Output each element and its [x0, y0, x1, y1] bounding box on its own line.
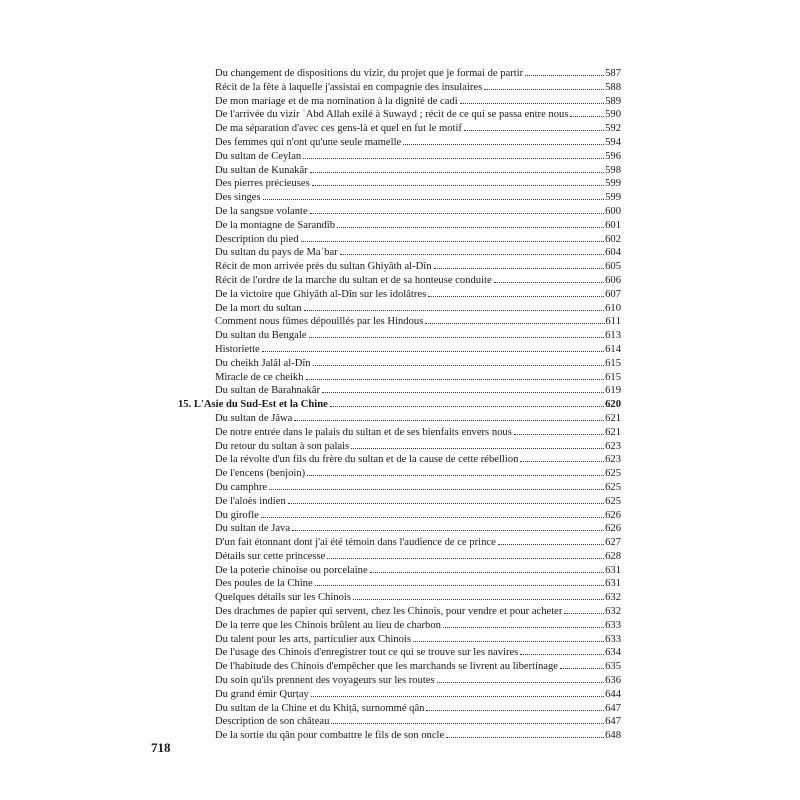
- toc-entry-title: De la victoire que Ghiyâth al-Dîn sur les idolâtres: [215, 288, 427, 300]
- toc-entry: [178, 343, 621, 357]
- toc-entry-title: De la poterie chinoise ou porcelaine: [215, 564, 368, 576]
- toc-entry-title: Récit de l'ordre de la marche du sultan et de sa honteuse conduite: [215, 274, 492, 286]
- toc-entry: [178, 122, 621, 136]
- toc-entry-page: 625: [605, 481, 621, 493]
- dot-leader: [498, 544, 604, 545]
- dot-leader: [428, 296, 604, 297]
- dot-leader: [301, 241, 605, 242]
- dot-leader: [514, 434, 604, 435]
- toc-entry-title: Du talent pour les arts, particulier aux Chinois: [215, 633, 411, 645]
- toc-entry: [178, 136, 621, 150]
- toc-entry-page: 605: [605, 261, 621, 273]
- toc-entry-page: 621: [605, 426, 621, 438]
- toc-entry: [178, 357, 621, 371]
- toc-entry-title: Du retour du sultan à son palais: [215, 440, 350, 452]
- dot-leader: [261, 517, 604, 518]
- toc-entry: [178, 384, 621, 398]
- toc-entry-page: 598: [605, 164, 621, 176]
- toc-entry-page: 632: [605, 592, 621, 604]
- toc-entry-title: 15. L'Asie du Sud-Est et la Chine: [178, 399, 328, 411]
- toc-entry: [178, 633, 621, 647]
- toc-entry: [178, 509, 621, 523]
- toc-entry-title: Miracle de ce cheikh: [215, 371, 304, 383]
- toc-entry: [178, 95, 621, 109]
- dot-leader: [464, 130, 604, 131]
- toc-entry-page: 631: [605, 578, 621, 590]
- toc-entry-page: 590: [605, 109, 621, 121]
- toc-entry-title: Récit de la fête à laquelle j'assistai en compagnie des insulaires: [215, 81, 483, 93]
- dot-leader: [425, 323, 604, 324]
- toc-entry-title: Comment nous fûmes dépouillés par les Hindous: [215, 316, 424, 328]
- toc-entry-title: Du sultan de Java: [215, 523, 291, 535]
- toc-entry-title: Historiette: [215, 343, 260, 355]
- toc-entry: [178, 481, 621, 495]
- toc-entry: [178, 233, 621, 247]
- toc-entry-page: 631: [605, 564, 621, 576]
- toc-entry: [178, 81, 621, 95]
- toc-entry-title: De la mort du sultan: [215, 302, 302, 314]
- dot-leader: [306, 379, 605, 380]
- toc-entry-title: D'un fait étonnant dont j'ai été témoin dans l'audience de ce prince: [215, 537, 496, 549]
- toc-entry: [178, 729, 621, 743]
- toc-entry-title: Du cheikh Jalâl al-Dîn: [215, 357, 311, 369]
- toc-entry: [178, 177, 621, 191]
- toc-entry-page: 621: [605, 412, 621, 424]
- dot-leader: [322, 392, 604, 393]
- dot-leader: [353, 599, 604, 600]
- toc-entry-page: 626: [605, 509, 621, 521]
- page-number: 718: [151, 740, 171, 755]
- toc-entry: [178, 412, 621, 426]
- toc-entry-page: 615: [605, 357, 621, 369]
- toc-entry-title: Du sultan de Jâwa: [215, 412, 293, 424]
- toc-entry: [178, 564, 621, 578]
- dot-leader: [484, 89, 604, 90]
- dot-leader: [312, 185, 604, 186]
- toc-entry-title: Du sultan de Barahnakâr: [215, 385, 321, 397]
- toc-entry-title: Des poules de la Chine: [215, 578, 313, 590]
- toc-entry-page: 623: [605, 454, 621, 466]
- toc-entry: [178, 702, 621, 716]
- dot-leader: [426, 710, 604, 711]
- toc-entry-page: 627: [605, 537, 621, 549]
- dot-leader: [292, 530, 604, 531]
- toc-entry-page: 625: [605, 468, 621, 480]
- toc-entry-page: 632: [605, 606, 621, 618]
- dot-leader: [307, 475, 604, 476]
- toc-entry-title: Du sultan de Ceylan: [215, 150, 302, 162]
- toc-entry-page: 636: [605, 675, 621, 687]
- toc-entry: [178, 605, 621, 619]
- toc-entry-title: Des pierres précieuses: [215, 178, 310, 190]
- toc-entry-page: 596: [605, 150, 621, 162]
- toc-entry-page: 602: [605, 233, 621, 245]
- toc-entry-page: 600: [605, 205, 621, 217]
- toc-entry-title: De la sortie du qân pour combattre le fils de son oncle: [215, 730, 445, 742]
- toc-entry: [178, 164, 621, 178]
- toc-entry: [178, 688, 621, 702]
- toc-entry-page: 633: [605, 619, 621, 631]
- toc-entry-page: 589: [605, 95, 621, 107]
- toc-entry-title: De l'usage des Chinois d'enregistrer tout ce qui se trouve sur les navires: [215, 647, 519, 659]
- toc-entry: [178, 495, 621, 509]
- toc-entry-page: 619: [605, 385, 621, 397]
- dot-leader: [310, 172, 604, 173]
- toc-entry-page: 615: [605, 371, 621, 383]
- dot-leader: [460, 103, 604, 104]
- toc-entry-title: De l'aloès indien: [215, 495, 286, 507]
- toc-entry-title: Quelques détails sur les Chinois: [215, 592, 351, 604]
- toc-entry-title: De l'habitude des Chinois d'empêcher que les marchands se livrent au libertinage: [215, 661, 559, 673]
- toc-entry: [178, 522, 621, 536]
- dot-leader: [330, 406, 604, 407]
- toc-entry-page: 628: [605, 550, 621, 562]
- toc-entry-page: 647: [605, 702, 621, 714]
- toc-entry: [178, 660, 621, 674]
- dot-leader: [337, 227, 604, 228]
- toc-entry-title: De la montagne de Sarandîb: [215, 219, 336, 231]
- toc-entry-page: 588: [605, 81, 621, 93]
- dot-leader: [310, 213, 604, 214]
- toc-entry: [178, 274, 621, 288]
- toc-entry-title: Du changement de dispositions du vizir, du projet que je formai de partir: [215, 68, 524, 79]
- toc-entry-title: De l'encens (benjoin): [215, 468, 306, 480]
- dot-leader: [413, 641, 604, 642]
- toc-entry: [178, 108, 621, 122]
- toc-entry: [178, 536, 621, 550]
- toc-entry-title: Des drachmes de papier qui servent, chez les Chinois, pour vendre et pour acheter: [215, 606, 563, 618]
- dot-leader: [520, 654, 604, 655]
- toc-entry: [178, 619, 621, 633]
- dot-leader: [403, 144, 604, 145]
- toc-entry-page: 635: [605, 661, 621, 673]
- toc-entry-page: 648: [605, 730, 621, 742]
- toc-entry: [178, 302, 621, 316]
- dot-leader: [315, 585, 604, 586]
- dot-leader: [309, 337, 605, 338]
- toc-entry-page: 626: [605, 523, 621, 535]
- toc-entry: [178, 591, 621, 605]
- toc-entry-page: 633: [605, 633, 621, 645]
- dot-leader: [560, 668, 604, 669]
- toc-entry: [178, 715, 621, 729]
- toc-entry: [178, 371, 621, 385]
- dot-leader: [311, 696, 604, 697]
- toc-entry-page: 613: [605, 330, 621, 342]
- toc-entry-page: 647: [605, 716, 621, 728]
- toc-entry-title: Détails sur cette princesse: [215, 550, 326, 562]
- dot-leader: [304, 310, 605, 311]
- toc-entry-title: Du sultan du pays de Maʿbar: [215, 247, 338, 259]
- toc-entry: [178, 205, 621, 219]
- toc-entry-page: 607: [605, 288, 621, 300]
- table-of-contents: [178, 67, 621, 743]
- toc-entry-title: De mon mariage et de ma nomination à la dignité de cadi: [215, 95, 458, 107]
- toc-entry-title: Description de son château: [215, 716, 330, 728]
- dot-leader: [331, 723, 604, 724]
- toc-entry-title: De la terre que les Chinois brûlent au lieu de charbon: [215, 619, 441, 631]
- dot-leader: [446, 737, 604, 738]
- toc-entry: [178, 550, 621, 564]
- toc-entry-page: 604: [605, 247, 621, 259]
- toc-entry: [178, 315, 621, 329]
- toc-entry-page: 610: [605, 302, 621, 314]
- toc-entry-title: Du soin qu'ils prennent des voyageurs sur les routes: [215, 675, 435, 687]
- dot-leader: [294, 420, 604, 421]
- toc-entry: [178, 426, 621, 440]
- dot-leader: [520, 461, 604, 462]
- dot-leader: [351, 448, 604, 449]
- toc-entry-title: De notre entrée dans le palais du sultan et de ses bienfaits envers nous: [215, 426, 512, 438]
- toc-entry-page: 620: [605, 399, 621, 411]
- dot-leader: [340, 254, 604, 255]
- toc-entry: [178, 467, 621, 481]
- toc-entry: [178, 453, 621, 467]
- toc-entry-page: 594: [605, 136, 621, 148]
- toc-entry-title: Récit de mon arrivée près du sultan Ghiyâth al-Dîn: [215, 261, 432, 273]
- toc-entry-page: 623: [605, 440, 621, 452]
- toc-entry: [178, 246, 621, 260]
- toc-entry-page: 587: [605, 68, 621, 79]
- toc-entry-page: 599: [605, 178, 621, 190]
- toc-entry-title: Du sultan de Kunakâr: [215, 164, 308, 176]
- toc-entry-title: De l'arrivée du vizir ʿAbd Allah exilé à Suwayd ; récit de ce qui se passa entre nous: [215, 109, 569, 121]
- toc-entry-title: Des singes: [215, 192, 261, 204]
- toc-entry: [178, 288, 621, 302]
- dot-leader: [269, 489, 604, 490]
- toc-entry-page: 599: [605, 192, 621, 204]
- dot-leader: [263, 199, 605, 200]
- toc-entry-page: 634: [605, 647, 621, 659]
- toc-entry: [178, 67, 621, 81]
- toc-entry: [178, 674, 621, 688]
- toc-entry-title: Du girofle: [215, 509, 259, 521]
- dot-leader: [434, 268, 605, 269]
- toc-entry: [178, 577, 621, 591]
- dot-leader: [443, 627, 604, 628]
- toc-entry-page: 592: [605, 123, 621, 135]
- toc-entry: [178, 260, 621, 274]
- toc-entry-title: Du grand émir Qurṭay: [215, 688, 309, 700]
- toc-entry-page: 606: [605, 274, 621, 286]
- toc-entry-title: Du sultan de la Chine et du Khiṭâ, surnommé qân: [215, 702, 425, 714]
- toc-entry-title: De ma séparation d'avec ces gens-là et quel en fut le motif: [215, 123, 462, 135]
- dot-leader: [313, 365, 605, 366]
- toc-entry-page: 625: [605, 495, 621, 507]
- toc-entry-title: De la sangsue volante: [215, 205, 308, 217]
- toc-entry-page: 601: [605, 219, 621, 231]
- toc-entry: [178, 646, 621, 660]
- dot-leader: [525, 75, 604, 76]
- toc-entry-title: Du camphre: [215, 481, 268, 493]
- toc-entry-page: 614: [605, 343, 621, 355]
- toc-entry-title: Des femmes qui n'ont qu'une seule mamelle: [215, 136, 402, 148]
- dot-leader: [370, 572, 604, 573]
- dot-leader: [494, 282, 604, 283]
- dot-leader: [303, 158, 604, 159]
- toc-entry-page: 644: [605, 688, 621, 700]
- toc-chapter-heading: [178, 398, 621, 412]
- toc-entry: [178, 219, 621, 233]
- toc-entry: [178, 329, 621, 343]
- toc-entry-title: De la révolte d'un fils du frère du sultan et de la cause de cette rébellion: [215, 454, 519, 466]
- dot-leader: [327, 558, 604, 559]
- toc-entry-page: 611: [605, 316, 621, 328]
- dot-leader: [262, 351, 604, 352]
- dot-leader: [564, 613, 604, 614]
- dot-leader: [288, 503, 604, 504]
- dot-leader: [570, 116, 604, 117]
- toc-entry: [178, 440, 621, 454]
- toc-entry: [178, 191, 621, 205]
- toc-entry: [178, 150, 621, 164]
- toc-entry-title: Description du pied: [215, 233, 299, 245]
- toc-entry-title: Du sultan du Bengale: [215, 330, 307, 342]
- dot-leader: [437, 682, 604, 683]
